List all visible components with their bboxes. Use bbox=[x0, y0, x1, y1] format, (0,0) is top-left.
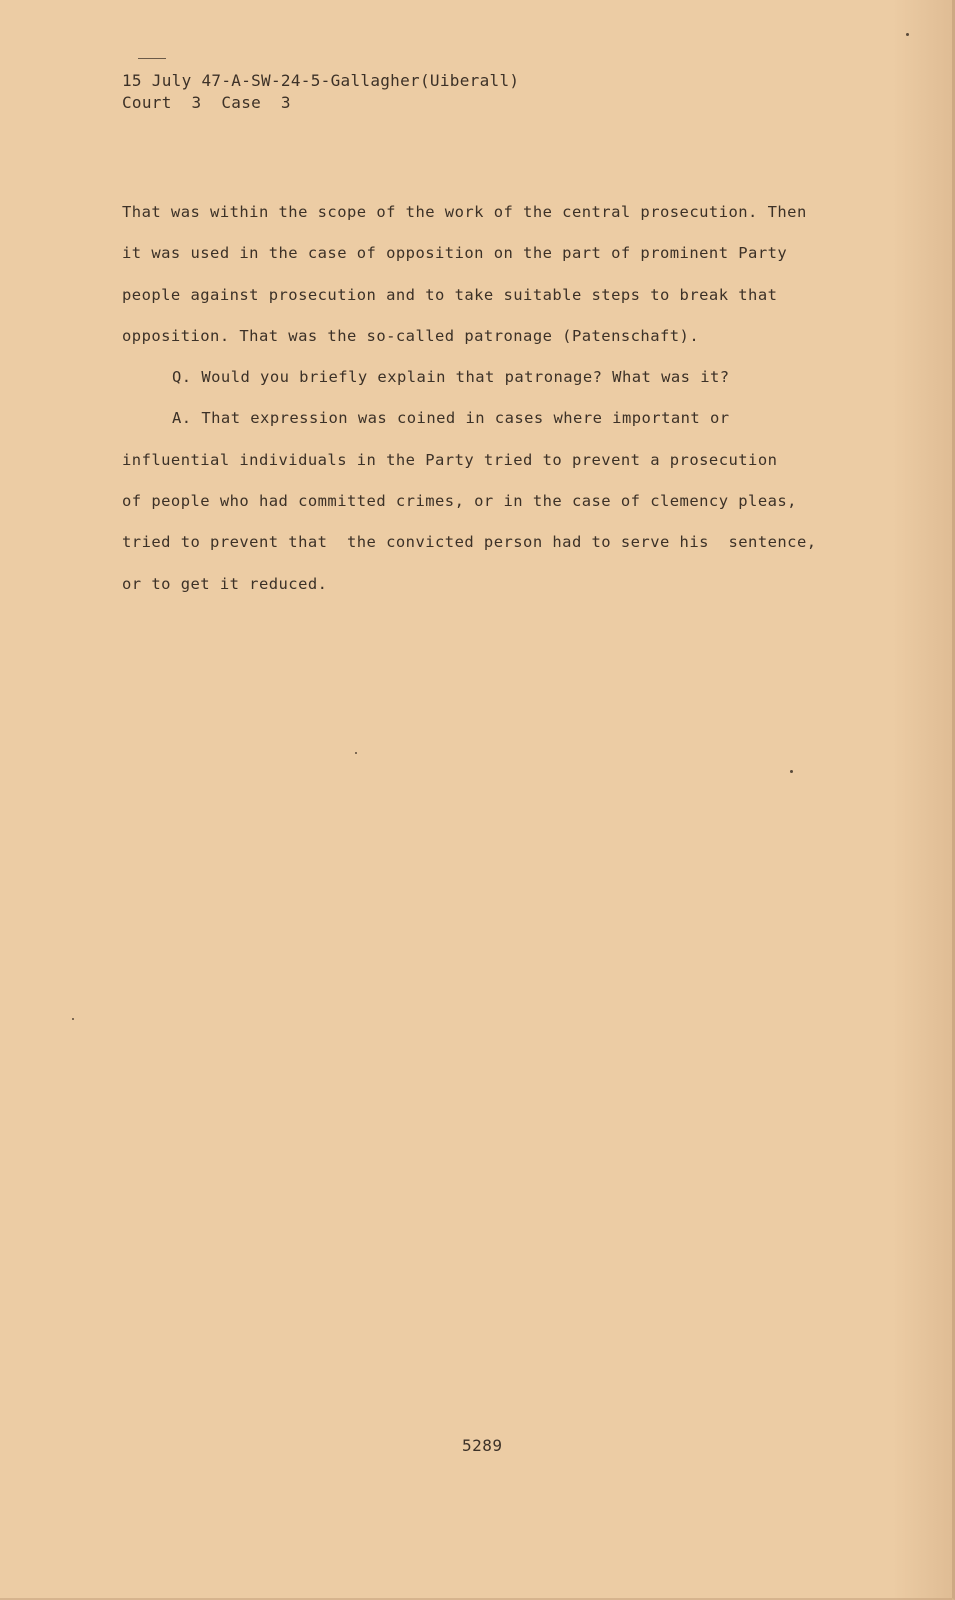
body-line: tried to prevent that the convicted person had to serve his sentence, bbox=[122, 533, 817, 552]
body-line: of people who had committed crimes, or in the case of clemency pleas, bbox=[122, 492, 797, 511]
paper-speck bbox=[355, 752, 357, 754]
pencil-mark bbox=[138, 58, 166, 59]
transcript-body bbox=[122, 192, 842, 605]
body-line: opposition. That was the so-called patronage (Patenschaft). bbox=[122, 326, 700, 345]
header-court-case: Court 3 Case 3 bbox=[122, 93, 291, 112]
paper-edge-shading bbox=[892, 0, 952, 1600]
question-line: Q. Would you briefly explain that patronage? What was it? bbox=[172, 368, 730, 387]
paper-speck bbox=[906, 33, 909, 36]
paper-speck bbox=[790, 770, 793, 773]
document-header bbox=[122, 70, 519, 114]
body-line: That was within the scope of the work of the central prosecution. Then bbox=[122, 203, 807, 221]
body-line: people against prosecution and to take suitable steps to break that bbox=[122, 285, 778, 304]
answer-line: A. That expression was coined in cases where important or bbox=[172, 409, 730, 428]
page-number: 5289 bbox=[462, 1436, 503, 1455]
header-date-reference: 15 July 47-A-SW-24-5-Gallagher(Uiberall) bbox=[122, 71, 520, 90]
body-line: or to get it reduced. bbox=[122, 574, 328, 593]
body-line: it was used in the case of opposition on the part of prominent Party bbox=[122, 244, 788, 263]
body-line: influential individuals in the Party tried to prevent a prosecution bbox=[122, 450, 778, 469]
paper-speck bbox=[72, 1018, 74, 1020]
